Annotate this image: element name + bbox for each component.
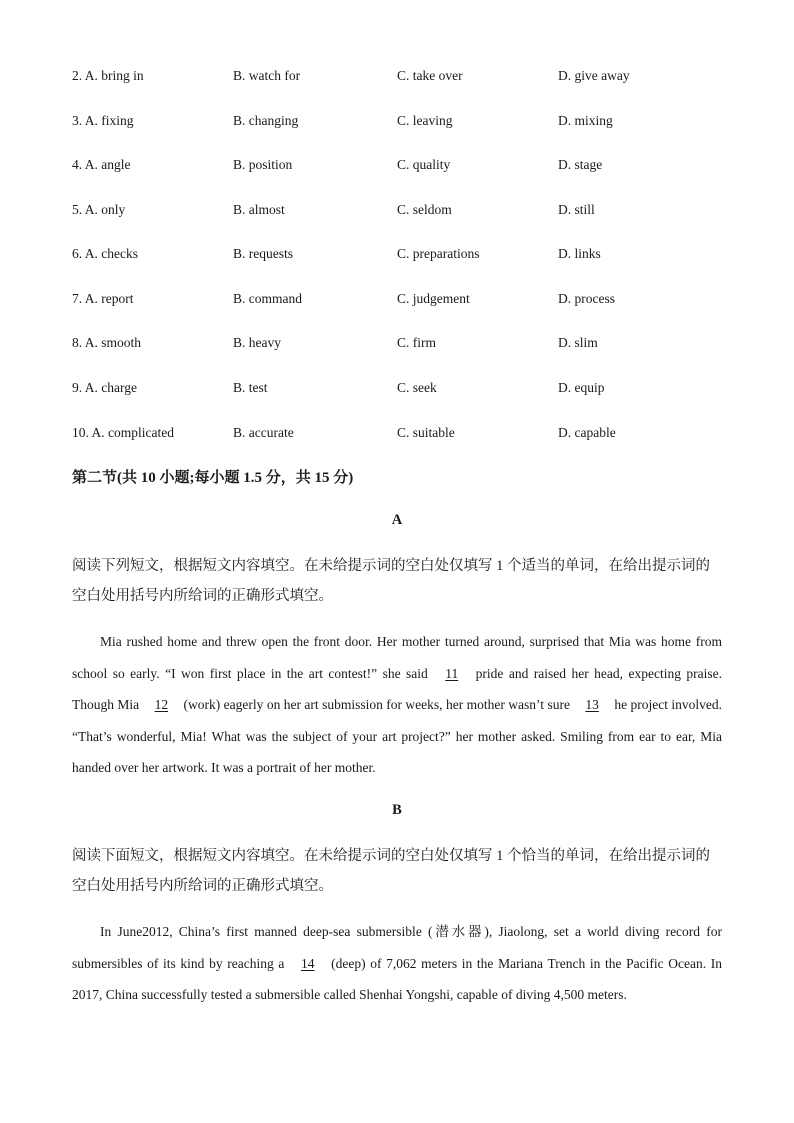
question-10-options [72,422,732,444]
passage-b-instruction: 阅读下面短文，根据短文内容填空。在未给提示词的空白处仅填写 1 个恰当的单词，在给出提示词的空白处用括号内所给词的正确形式填空。 [72,848,710,894]
question-8-options [72,332,732,354]
question-6-options [72,243,732,265]
option-a: 3. A. fixing [72,113,134,128]
option-b: B. watch for [233,68,301,83]
option-d: D. capable [558,425,616,440]
option-b: B. changing [233,113,299,128]
option-c: C. seek [397,380,437,395]
option-d: D. still [558,202,595,217]
passage-b-text: In June2012, China’s first manned deep-sea submersible (潜水器), Jiaolong, set a world diving record for submersibles of its kind by reaching a 14 (deep) of 7,062 meters in the Mariana Trench in the Pacific Ocean. In 2017, China successfully tested a submersible called Shenhai Yongshi, capable of diving 4,500 meters. [72,924,722,1002]
question-2-options [72,65,732,87]
option-d: D. mixing [558,113,613,128]
option-a: 5. A. only [72,202,126,217]
option-c: C. judgement [397,291,470,306]
option-c: C. seldom [397,202,452,217]
option-a: 2. A. bring in [72,68,144,83]
option-a: 4. A. angle [72,157,131,172]
option-b: B. requests [233,246,293,261]
blank-11[interactable]: 11 [445,665,459,681]
option-b: B. heavy [233,335,281,350]
option-b: B. test [233,380,268,395]
option-c: C. take over [397,68,463,83]
blank-14[interactable]: 14 [300,955,315,971]
option-a: 10. A. complicated [72,425,174,440]
option-d: D. equip [558,380,605,395]
section-title: 第二节(共 10 小题;每小题 1.5 分，共 15 分) [72,470,354,486]
passage-a-text: Mia rushed home and threw open the front door. Her mother turned around, surprised that Mia was home from school so early. “I won first place in the art contest!” she said 11 pride and raised her head, expecting praise. Though Mia 12 (work) eagerly on her art submission for weeks, her mother wasn’t sure 13 he project involved. “That’s wonderful, Mia! What was the subject of your art project?” her mother asked. Smiling from ear to ear, Mia handed over her artwork. It was a portrait of her mother. [72,634,723,775]
blank-12[interactable]: 12 [154,697,169,712]
option-d: D. stage [558,157,603,172]
option-b: B. almost [233,202,285,217]
option-a: 8. A. smooth [72,335,142,350]
option-b: B. command [233,291,302,306]
passage-a-instruction: 阅读下列短文，根据短文内容填空。在未给提示词的空白处仅填写 1 个适当的单词，在给出提示词的空白处用括号内所给词的正确形式填空。 [72,558,710,604]
option-c: C. firm [397,335,436,350]
option-c: C. leaving [397,113,453,128]
option-b: B. position [233,157,293,172]
option-a: 9. A. charge [72,380,137,395]
passage-b-heading: B [392,802,402,818]
option-d: D. give away [558,68,630,83]
option-c: C. quality [397,157,451,172]
question-7-options [72,288,732,310]
question-9-options [72,377,732,399]
option-a: 6. A. checks [72,246,138,261]
option-c: C. suitable [397,425,455,440]
option-d: D. links [558,246,601,261]
question-5-options [72,199,732,221]
passage-a-heading: A [391,512,403,528]
option-d: D. process [558,291,615,306]
option-a: 7. A. report [72,291,134,306]
option-c: C. preparations [397,246,480,261]
question-4-options [72,154,732,176]
question-3-options [72,110,732,132]
option-b: B. accurate [233,425,294,440]
blank-13[interactable]: 13 [585,697,599,712]
option-d: D. slim [558,335,598,350]
